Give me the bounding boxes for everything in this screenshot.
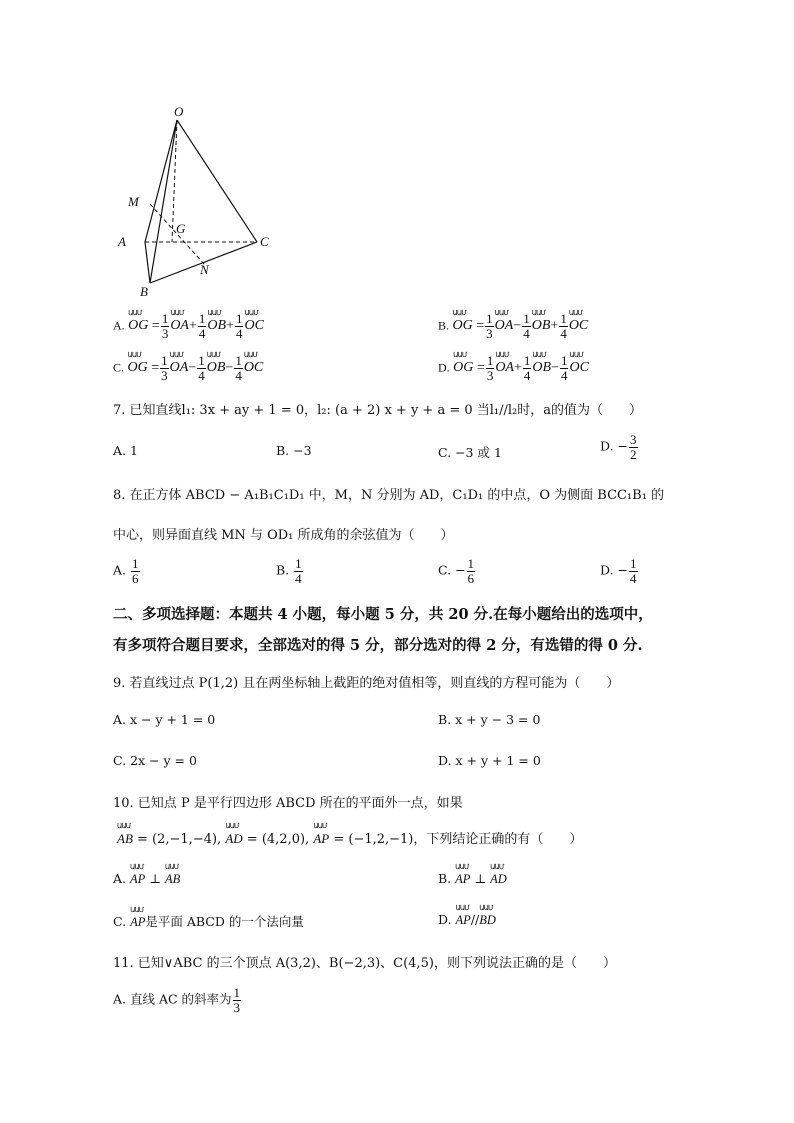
q7-option-c[interactable]: C. −3 或 1 [438,445,502,460]
label-G: G [176,221,186,236]
section2-heading-line1: 二、多项选择题：本题共 4 小题，每小题 5 分，共 20 分.在每小题给出的选项中， [113,606,653,623]
q6-option-c[interactable]: C. ԱԱՄ OG = $\frac{1}{3}$ ԱԱՄ OA− $\frac{1}{4}$ ԱԱՄ OB− $\frac{1}{4}$ ԱԱՄ OC [113,354,263,382]
q8-option-b[interactable]: B. $\frac{1}{4}$ [276,556,302,586]
edge-AB [145,242,150,283]
q8-option-d[interactable]: D. − $\frac{1}{4}$ [600,556,637,586]
q10-stem-line2: ԱԱՄ AB = (2,−1,−4), ԱԱՄ AD = (4,2,0), ԱԱՄ AP = (−1,2,−1)，下列结论正确的有（ ） [117,828,582,847]
section2-heading-line2: 有多项符合题目要求，全部选对的得 5 分，部分选对的得 2 分，有选错的得 0 分. [113,637,643,654]
q11-stem: 11. 已知∨ABC 的三个顶点 A(3,2)、B(−2,3)、C(4,5)，则下列说法正确的是（ ） [113,956,616,971]
label-M: M [128,194,139,209]
label-A: A [118,234,126,249]
q9-option-b[interactable]: B. x + y − 3 = 0 [438,712,541,727]
q10-option-a[interactable]: A. ԱԱՄ AP ⊥ ԱԱՄ AB [113,871,180,887]
q8-stem-line2: 中心，则异面直线 MN 与 OD₁ 所成角的余弦值为（ ） [113,528,454,543]
q6-option-a[interactable]: A. ԱԱՄ OG = $\frac{1}{3}$ ԱԱՄ OA+ $\frac{1}{4}$ ԱԱՄ OB+ $\frac{1}{4}$ ԱԱՄ OC [113,312,264,340]
label-O: O [174,104,184,119]
q10-option-c[interactable]: C. ԱԱՄ AP是平面 ABCD 的一个法向量 [113,912,304,930]
label-N: N [200,262,209,277]
q9-option-c[interactable]: C. 2x − y = 0 [113,753,197,768]
q8-option-a[interactable]: A. $\frac{1}{6}$ [113,556,139,586]
q10-option-d[interactable]: D. ԱԱՄ AP//ԱԱՄ BD [438,912,496,928]
edge-OB [150,120,177,283]
q11-option-a[interactable]: A. 直线 AC 的斜率为 $\frac{1}{3}$ [113,985,241,1015]
q6-option-d[interactable]: D. ԱԱՄ OG = $\frac{1}{3}$ ԱԱՄ OA+ $\frac{1}{4}$ ԱԱՄ OB− $\frac{1}{4}$ ԱԱՄ OC [438,354,589,382]
q8-stem-line1: 8. 在正方体 ABCD − A₁B₁C₁D₁ 中，M，N 分别为 AD，C₁D₁ 的中点，O 为侧面 BCC₁B₁ 的 [113,488,665,503]
q6-option-b[interactable]: B. ԱԱՄ OG = $\frac{1}{3}$ ԱԱՄ OA− $\frac{1}{4}$ ԱԱՄ OB+ $\frac{1}{4}$ ԱԱՄ OC [438,312,588,340]
edge-OC [177,120,257,242]
label-C: C [260,234,269,249]
q7-option-a[interactable]: A. 1 [113,443,138,458]
q8-option-c[interactable]: C. − $\frac{1}{6}$ [438,556,475,586]
label-B: B [140,284,148,299]
q7-option-b[interactable]: B. −3 [276,443,312,458]
q10-stem-line1: 10. 已知点 P 是平行四边形 ABCD 所在的平面外一点，如果 [113,796,463,811]
q7-option-d[interactable]: D. − $\frac{3}{2}$ [600,432,637,462]
q9-option-d[interactable]: D. x + y + 1 = 0 [438,753,541,768]
edge-OA [145,120,177,242]
q9-option-a[interactable]: A. x − y + 1 = 0 [113,712,216,727]
tetrahedron-figure [110,100,290,300]
q7-stem: 7. 已知直线l₁: 3x + ay + 1 = 0，l₂: (a + 2) x + y + a = 0 当l₁//l₂时，a的值为（ ） [113,403,643,418]
q10-option-b[interactable]: B. ԱԱՄ AP ⊥ ԱԱՄ AD [438,871,507,887]
q9-stem: 9. 若直线过点 P(1,2) 且在两坐标轴上截距的绝对值相等，则直线的方程可能为（ ） [113,676,620,691]
